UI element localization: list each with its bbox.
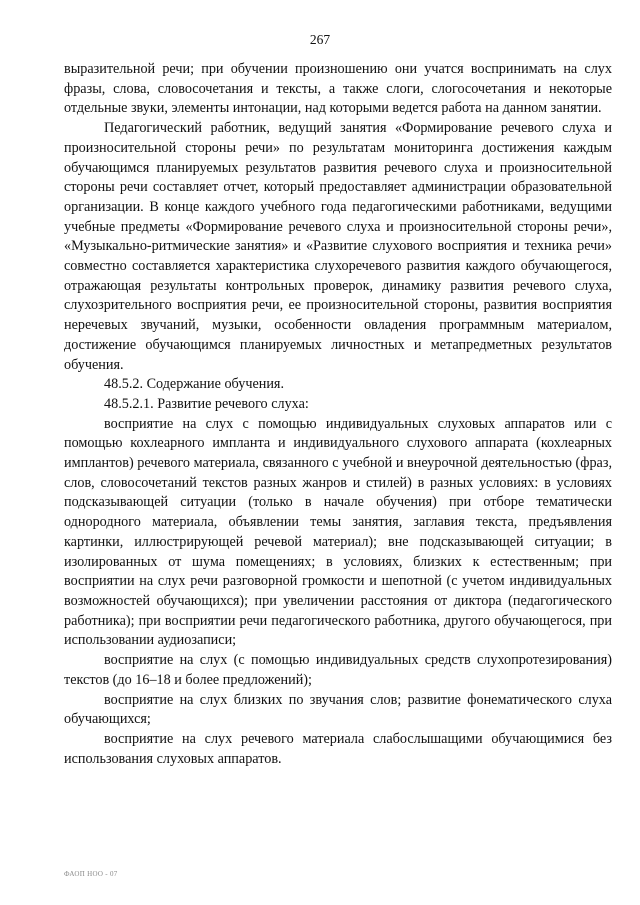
page-number: 267: [309, 32, 331, 47]
list-item-perception-texts: восприятие на слух (с помощью индивидуальных средств слухопротезирования) текстов (до 16–18 и более предложений);: [64, 652, 612, 688]
list-item-perception-without-aids: восприятие на слух речевого материала слабослышащими обучающимися без использования слуховых аппаратов.: [64, 730, 612, 767]
subsection-heading-speech-hearing: 48.5.2.1. Развитие речевого слуха:: [104, 395, 309, 412]
paragraph-teacher-report: Педагогический работник, ведущий занятия «Формирование речевого слуха и произносительной стороны речи» по результатам мониторинга достижения каждым обучающимся планируемых результатов развития речевого слуха и произносительной стороны речи составляет отчет, который предоставляет администрации образовательной организации. В конце каждого учебного года педагогическими работниками, ведущими учебные предметы «Формирование речевого слуха и произносительной стороны речи», «Музыкально-ритмические занятия» и «Развитие слухового восприятия и техника речи» совместно составляется характеристика слухоречевого развития каждого обучающегося, отражающая результаты контрольных проверок, динамику развития речевого слуха, слухозрительного восприятия речи, ее произносительной стороны, развития восприятия неречевых звучаний, музыки, особенности овладения программным материалом, достижение обучающимся планируемых личностных и метапредметных результатов обучения.: [64, 120, 612, 373]
list-item-perception-similar-words: восприятие на слух близких по звучания слов; развитие фонематического слуха обучающихся;: [64, 691, 612, 728]
paragraph-continuation: выразительной речи; при обучении произношению они учатся воспринимать на слух фразы, слова, словосочетания и тексты, а также слоги, слогосочетания и некоторые отдельные звуки, элементы интонации, над которыми ведется работа на данном занятии.: [64, 61, 612, 117]
list-item-perception-devices: восприятие на слух с помощью индивидуальных слуховых аппаратов или с помощью кохлеарного импланта и индивидуального слухового аппарата (кохлеарных имплантов) речевого материала, связанного с учебной и внеурочной деятельностью (фраз, слов, словосочетаний текстов разных жанров и стилей) в разных условиях: в условиях подсказывающей ситуации (только в начале обучения) при отборе тематически однородного материала, объявлении темы занятия, заглавия текста, предъявления картинки, иллюстрирующей речевой материал); вне подсказывающей ситуации; в изолированных от шума помещениях; в условиях, близких к естественным; при восприятии на слух речи разговорной громкости и шепотной (с учетом индивидуальных возможностей обучающихся); при увеличении расстояния от диктора (педагогического работника); при восприятии речи педагогического работника, другого обучающегося, при использовании аудиозаписи;: [64, 415, 612, 649]
section-heading-content: 48.5.2. Содержание обучения.: [104, 376, 285, 393]
document-body: [64, 60, 612, 769]
footer-code: ФАОП НОО - 07: [64, 870, 118, 878]
